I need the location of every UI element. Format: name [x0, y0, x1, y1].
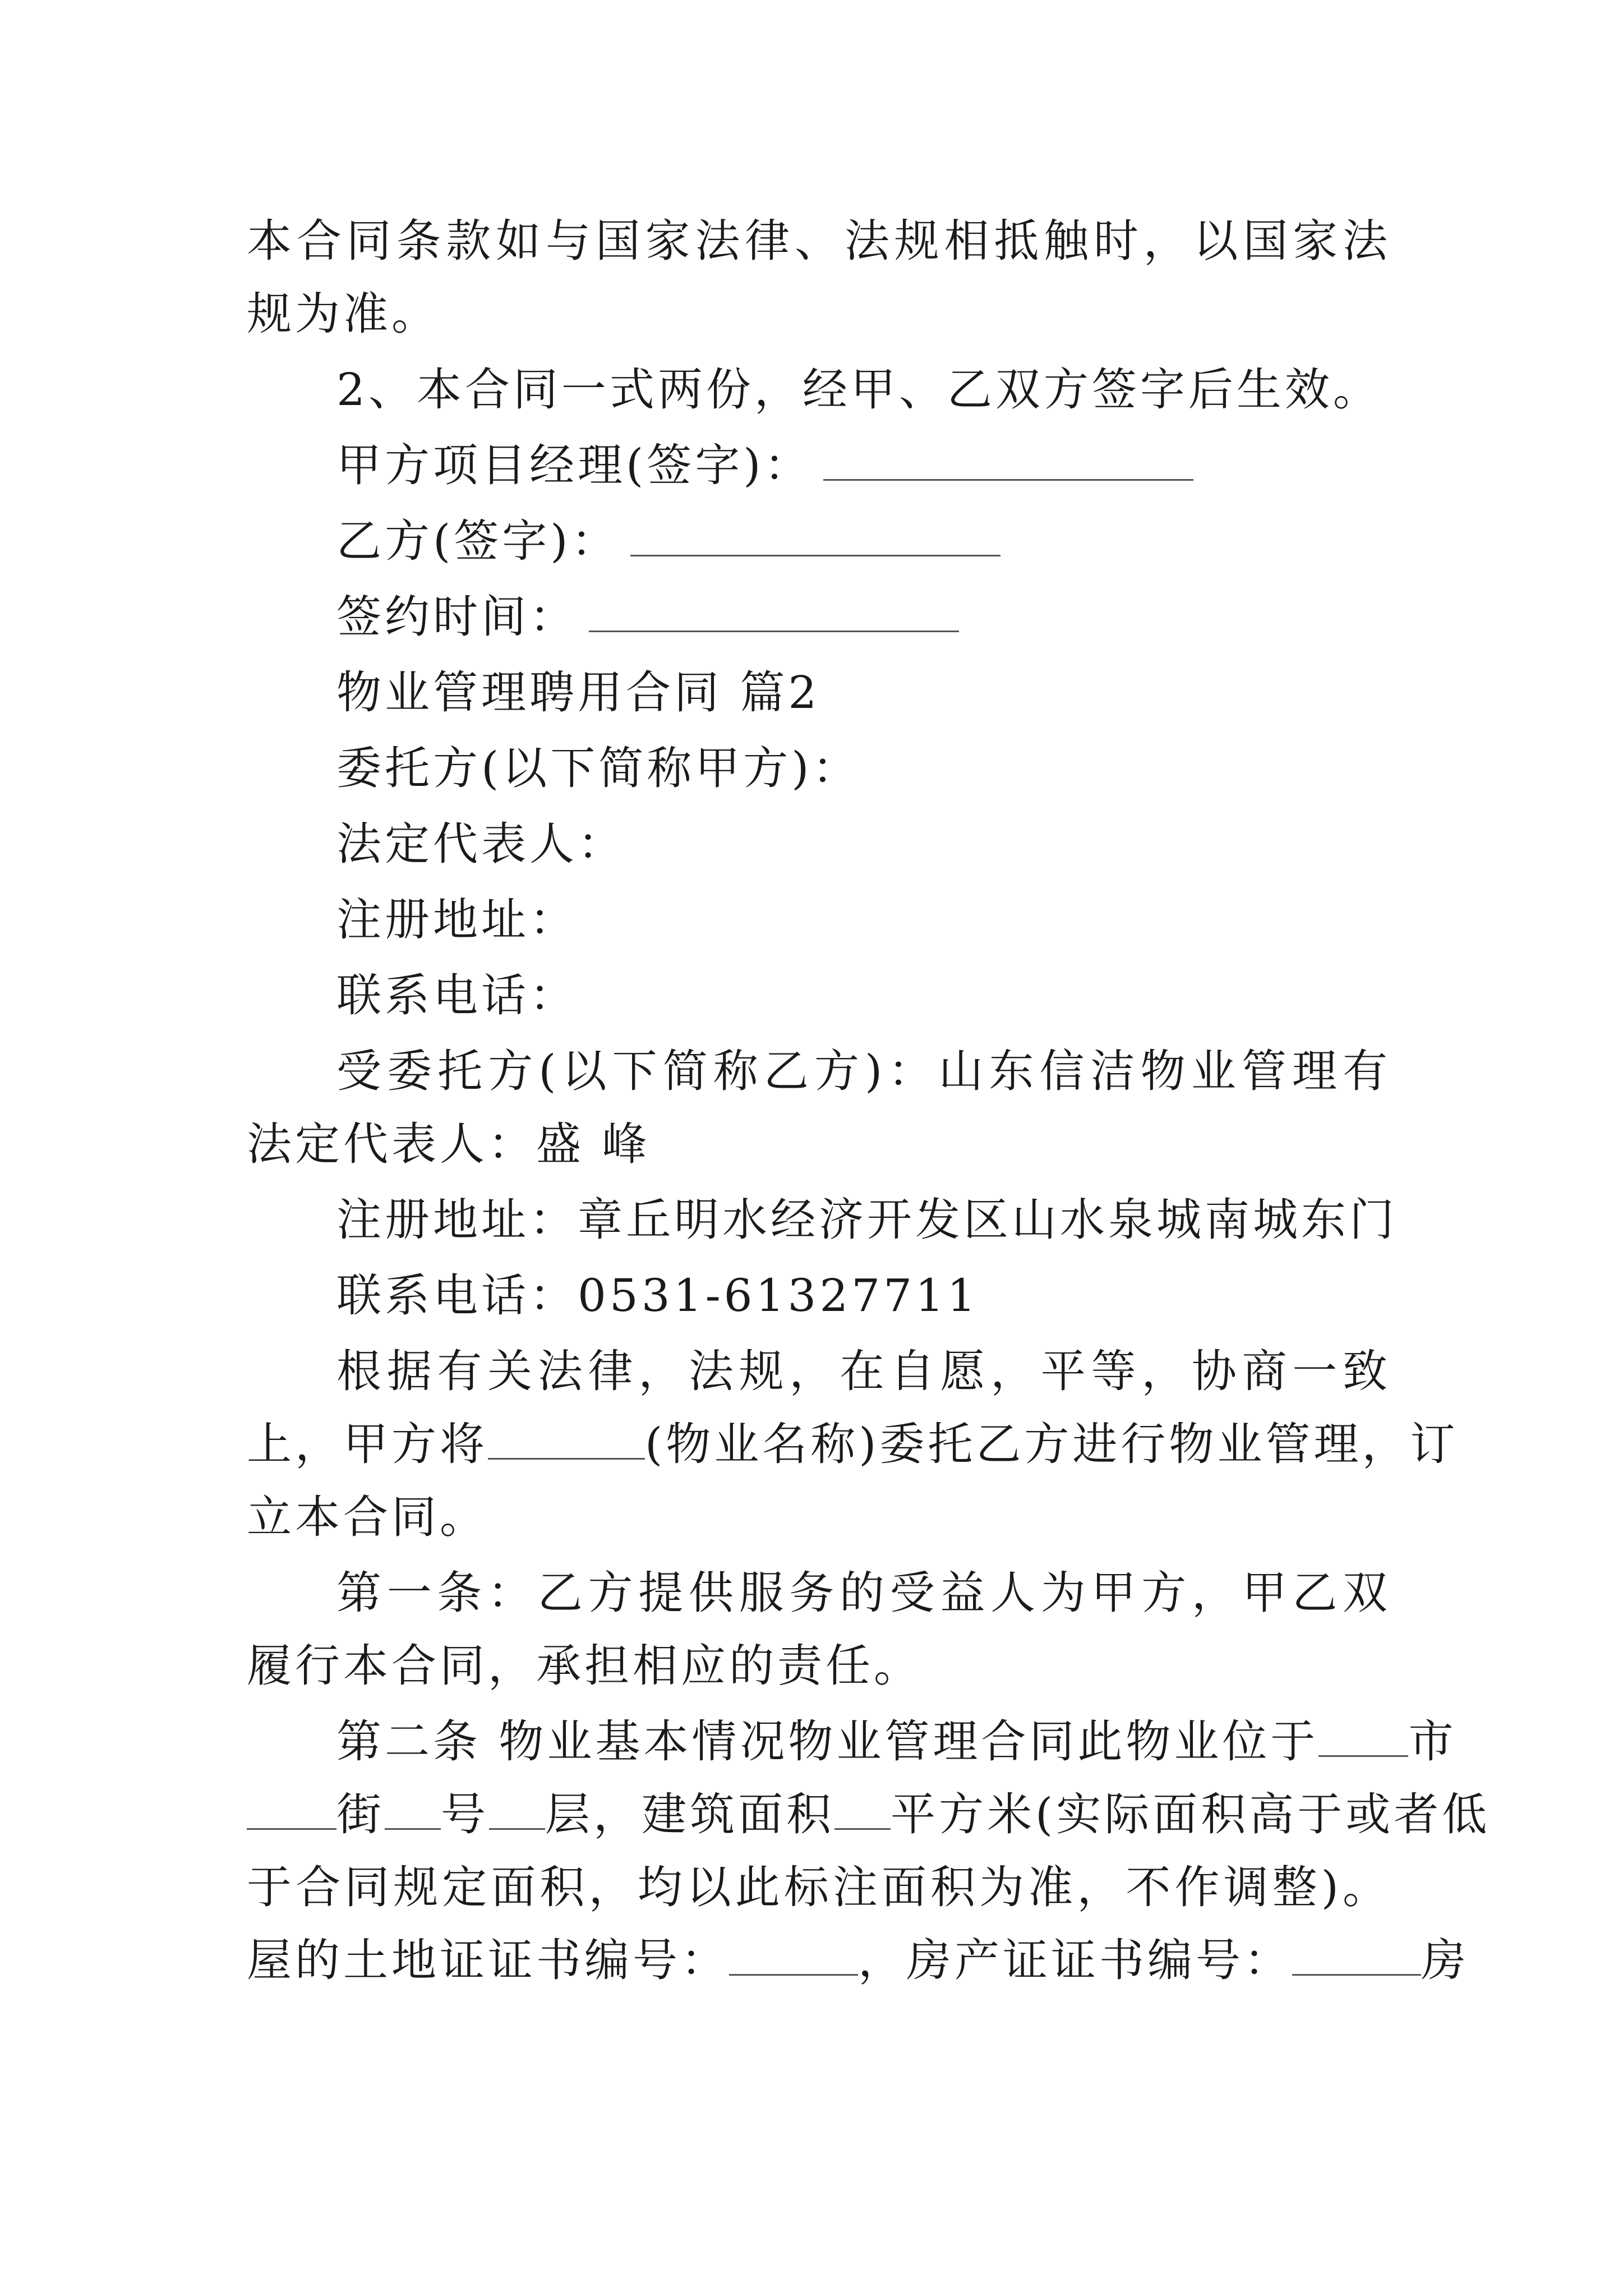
paragraph-line: 履行本合同，承担相应的责任。 — [247, 1640, 922, 1692]
signature-line-party-a — [336, 438, 1391, 494]
text-fragment: 街 — [336, 1788, 385, 1841]
paragraph-line — [247, 1416, 1459, 1473]
text-fragment: 市 — [1408, 1715, 1457, 1768]
client-address-line: 注册地址： — [336, 894, 578, 946]
text-fragment: 屋的土地证证书编号： — [247, 1934, 729, 1986]
section-title: 物业管理聘用合同 篇2 — [336, 666, 820, 719]
number-blank — [385, 1789, 441, 1830]
paragraph-line — [247, 1787, 1491, 1843]
client-party-line: 委托方(以下简称甲方)： — [336, 742, 861, 794]
paragraph-line: 根据有关法律，法规，在自愿，平等，协商一致 — [336, 1345, 1391, 1397]
text-fragment: 号 — [441, 1788, 489, 1841]
client-representative-line: 法定代表人： — [336, 818, 626, 870]
city-blank — [1318, 1716, 1408, 1757]
text-fragment: 房 — [1421, 1934, 1469, 1986]
text-fragment: 上，甲方将 — [247, 1418, 488, 1470]
text-fragment: 层，建筑面积 — [545, 1788, 834, 1841]
paragraph-line: 第一条：乙方提供服务的受益人为甲方，甲乙双 — [336, 1567, 1391, 1619]
paragraph-line: 规为准。 — [247, 288, 440, 340]
signature-blank-party-b — [630, 516, 1000, 556]
floor-blank — [489, 1789, 545, 1830]
street-blank — [247, 1789, 336, 1830]
signature-blank-party-a — [823, 440, 1193, 481]
paragraph-line — [247, 1932, 1469, 1989]
contractor-representative-line: 法定代表人：盛 峰 — [247, 1118, 651, 1170]
property-name-blank — [488, 1419, 645, 1460]
signature-label-party-b: 乙方(签字)： — [336, 515, 620, 567]
contractor-phone-line: 联系电话：0531-61327711 — [336, 1269, 979, 1322]
contractor-party-line: 受委托方(以下简称乙方)：山东信洁物业管理有 — [336, 1045, 1391, 1097]
clause-effective: 2、本合同一式两份，经甲、乙双方签字后生效。 — [336, 364, 1381, 416]
paragraph-line: 本合同条款如与国家法律、法规相抵触时，以国家法 — [247, 215, 1391, 267]
signing-date-blank — [589, 591, 959, 632]
contractor-address-line: 注册地址：章丘明水经济开发区山水泉城南城东门 — [336, 1194, 1398, 1246]
signature-label-party-a: 甲方项目经理(签字)： — [336, 439, 813, 491]
paragraph-line — [336, 1714, 1457, 1770]
text-fragment: 平方米(实际面积高于或者低 — [891, 1788, 1491, 1841]
signing-date-label: 签约时间： — [336, 591, 578, 643]
client-phone-line: 联系电话： — [336, 969, 578, 1022]
text-fragment: ，房产证证书编号： — [858, 1934, 1292, 1986]
text-fragment: 第二条 物业基本情况物业管理合同此物业位于 — [336, 1715, 1319, 1768]
signature-line-party-b — [336, 513, 1391, 569]
signing-date-line — [336, 589, 1391, 645]
paragraph-line: 立本合同。 — [247, 1491, 488, 1543]
text-fragment: (物业名称)委托乙方进行物业管理，订 — [645, 1418, 1459, 1470]
area-blank — [834, 1789, 891, 1830]
land-certificate-blank — [729, 1935, 858, 1976]
property-certificate-blank — [1292, 1935, 1421, 1976]
paragraph-line: 于合同规定面积，均以此标注面积为准，不作调整)。 — [247, 1861, 1391, 1913]
